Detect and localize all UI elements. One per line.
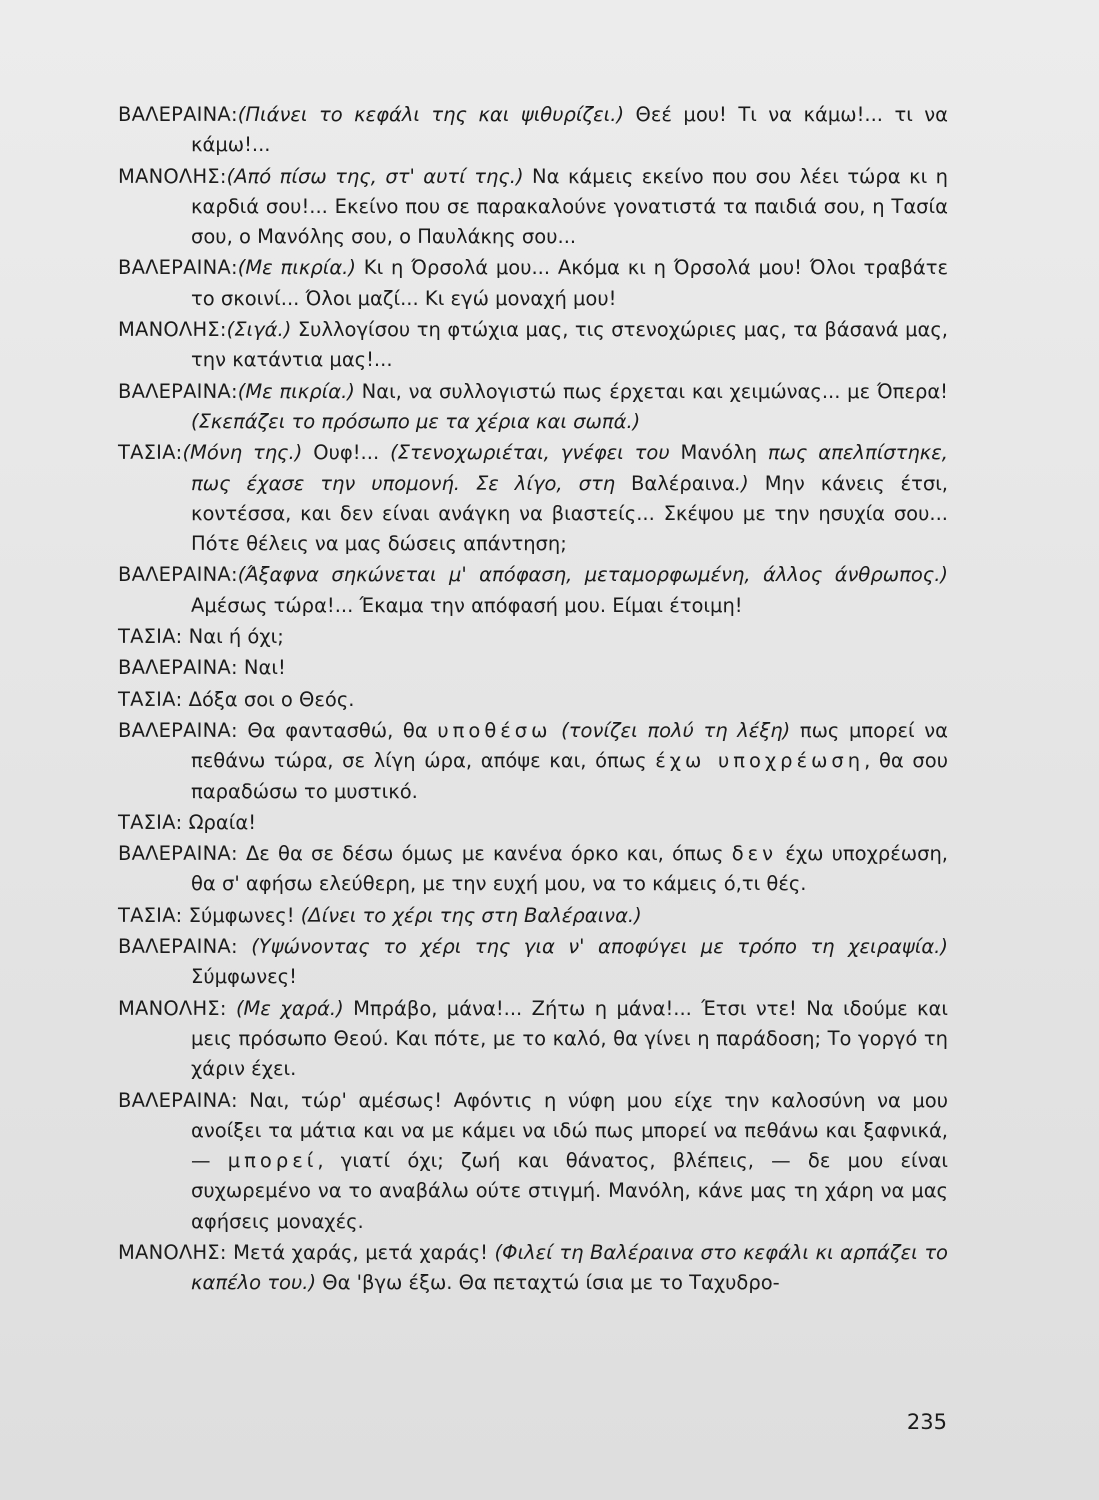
dialogue-line: πως μπορεί να πεθάνω τώρα, σε λίγη ώρα, απόψε και, όπως bbox=[191, 718, 948, 773]
dialogue-line: Ναι, τώρ' αμέσως! Αφόντις η νύφη μου είχε την καλοσύνη να μου ανοίξει τα μάτια και να με κάμει να ιδώ πως μπορεί να πεθάνω και ξαφνικά, — bbox=[191, 1088, 948, 1173]
dialogue-entry bbox=[118, 839, 948, 900]
dialogue-line: Αμέσως τώρα!... Έκαμα την απόφασή μου. Είμαι έτοιμη! bbox=[191, 593, 743, 617]
speaker-name: ΜΑΝΟΛΗΣ: bbox=[118, 164, 227, 188]
stage-direction: (Με πικρία.) bbox=[237, 379, 355, 403]
dialogue-line: Θα 'βγω έξω. Θα πεταχτώ ίσια με το Ταχυδρο- bbox=[316, 1271, 780, 1295]
dialogue-entry bbox=[118, 932, 948, 993]
stage-direction: (Μόνη της.) bbox=[182, 441, 303, 465]
speaker-name: ΜΑΝΟΛΗΣ: bbox=[118, 1240, 227, 1264]
dialogue-line: Ναι ή όχι; bbox=[182, 625, 284, 649]
stage-direction: (Με πικρία.) bbox=[237, 256, 356, 280]
stage-direction: (Πιάνει το κεφάλι της και ψιθυρίζει.) bbox=[237, 103, 625, 126]
dialogue-line: Δε θα σε δέσω όμως με κανένα όρκο και, όπως bbox=[237, 842, 732, 866]
dialogue-line: Ωραία! bbox=[182, 810, 257, 834]
dialogue-entry bbox=[118, 1086, 948, 1237]
stage-direction: (Σιγά.) bbox=[226, 318, 292, 342]
stage-direction: (τονίζει πολύ τη λέξη) bbox=[561, 718, 791, 742]
stage-direction: (Σκεπάζει το πρόσωπο με τα χέρια και σωπά.) bbox=[191, 409, 641, 433]
page-number: 235 bbox=[906, 1410, 947, 1434]
dialogue-line: έχω υποχρέωση, θα σ' αφήσω ελεύθερη, με την ευχή μου, να το κάμεις ό,τι θές. bbox=[191, 842, 948, 896]
dialogue-entry bbox=[118, 560, 948, 621]
dialogue-entry bbox=[118, 716, 948, 807]
dialogue-line: Ουφ!... bbox=[302, 441, 391, 465]
dialogue-line: Ναι, να συλλογιστώ πως έρχεται και χειμώνας... με Όπερα! bbox=[354, 379, 948, 403]
stage-direction: (Με χαρά.) bbox=[226, 996, 344, 1020]
speaker-name: ΤΑΣΙΑ: bbox=[118, 625, 183, 649]
speaker-name: ΒΑΛΕΡΑΙΝΑ: bbox=[118, 935, 238, 959]
dialogue-entry bbox=[118, 994, 948, 1085]
dialogue-entry bbox=[118, 808, 948, 838]
speaker-name: ΒΑΛΕΡΑΙΝΑ: bbox=[118, 563, 238, 587]
dialogue-entry bbox=[118, 253, 948, 314]
dialogue-entry bbox=[118, 162, 948, 253]
dialogue-line bbox=[552, 719, 562, 742]
speaker-name: ΤΑΣΙΑ: bbox=[118, 903, 183, 927]
dialogue-entry bbox=[118, 1238, 948, 1299]
speaker-name: ΒΑΛΕΡΑΙΝΑ: bbox=[118, 1088, 238, 1112]
speaker-name: ΒΑΛΕΡΑΙΝΑ: bbox=[118, 718, 238, 742]
dialogue-line: Μπράβο, μάνα!... Ζήτω η μάνα!... Έτσι ντε! Να ιδούμε και μεις πρόσωπο Θεού. Και πότε, με το καλό, θα γίνει η παράδοση; Το γοργό τη χάριν έχει. bbox=[191, 996, 948, 1081]
emphasized-word: δεν bbox=[731, 842, 778, 866]
stage-direction: .) bbox=[734, 471, 749, 495]
stage-direction: (Υψώνοντας το χέρι της για ν' αποφύγει με τρόπο τη χειραψία.) bbox=[237, 935, 948, 959]
dialogue-line: , θα σου παραδώσω το μυστικό. bbox=[191, 749, 949, 803]
dialogue-line: Θα φαντασθώ, θα bbox=[237, 718, 438, 742]
dialogue-line: Κι η Όρσολά μου... Ακόμα κι η Όρσολά μου! Όλοι τραβάτε το σκοινί... Όλοι μαζί... Κι εγώ μοναχή μου! bbox=[191, 256, 948, 310]
speaker-name: ΒΑΛΕΡΑΙΝΑ: bbox=[118, 256, 238, 280]
emphasized-word: υποθέσω bbox=[437, 718, 552, 742]
stage-direction: (Άξαφνα σηκώνεται μ' απόφαση, μεταμορφωμένη, άλλος άνθρωπος.) bbox=[237, 563, 948, 587]
dialogue-entry bbox=[118, 901, 948, 931]
stage-direction: (Φιλεί τη Βαλέραινα στο κεφάλι κι αρπάζει το καπέλο του.) bbox=[191, 1240, 948, 1295]
dialogue-line: Σύμφωνες! bbox=[191, 965, 297, 989]
speaker-name: ΒΑΛΕΡΑΙΝΑ: bbox=[118, 103, 238, 126]
play-text bbox=[118, 100, 948, 1300]
speaker-name: ΤΑΣΙΑ: bbox=[118, 441, 183, 465]
stage-direction: (Δίνει το χέρι της στη Βαλέραινα.) bbox=[300, 903, 642, 927]
dialogue-entry bbox=[118, 315, 948, 376]
speaker-name: ΜΑΝΟΛΗΣ: bbox=[118, 318, 227, 342]
emphasized-word: μπορεί bbox=[227, 1149, 318, 1173]
dialogue-line: Συλλογίσου τη φτώχια μας, τις στενοχώριες μας, τα βάσανά μας, την κατάντια μας!... bbox=[191, 318, 948, 372]
speaker-name: ΤΑΣΙΑ: bbox=[118, 687, 183, 711]
dialogue-line: Μανόλη bbox=[669, 441, 768, 465]
stage-direction: πως απελπίστηκε, πως έχασε την υπομονή. Σε λίγο, στη bbox=[191, 441, 948, 495]
dialogue-line: Να κάμεις εκείνο που σου λέει τώρα κι η καρδιά σου!... Εκείνο που σε παρακαλούνε γονατιστά τα παιδιά σου, η Τασία σου, ο Μανόλης σου, ο Παυλάκης σου... bbox=[191, 164, 948, 249]
dialogue-line: , γιατί όχι; ζωή και θάνατος, βλέπεις, — δε μου είναι συχωρεμένο να το αναβάλω ούτε στιγμή. Μανόλη, κάνε μας τη χάρη να μας αφήσεις μοναχές. bbox=[191, 1149, 948, 1233]
speaker-name: ΒΑΛΕΡΑΙΝΑ: bbox=[118, 656, 238, 680]
stage-direction: (Στενοχωριέται, γνέφει του bbox=[390, 441, 670, 465]
dialogue-line: Βαλέραινα bbox=[615, 471, 735, 495]
dialogue-line: Θεέ μου! Τι να κάμω!... τι να κάμω!... bbox=[191, 103, 949, 157]
dialogue-entry bbox=[118, 622, 948, 652]
dialogue-line: Μην κάνεις έτσι, κοντέσσα, και δεν είναι ανάγκη να βιαστείς... Σκέψου με την ησυχία σου... Πότε θέλεις να μας δώσεις απάντηση; bbox=[191, 471, 948, 556]
speaker-name: ΜΑΝΟΛΗΣ: bbox=[118, 996, 227, 1020]
dialogue-line: Μετά χαράς, μετά χαράς! bbox=[226, 1240, 495, 1264]
dialogue-line: Σύμφωνες! bbox=[182, 903, 301, 927]
emphasized-word: έχω υποχρέωση bbox=[655, 749, 865, 773]
speaker-name: ΒΑΛΕΡΑΙΝΑ: bbox=[118, 379, 238, 403]
speaker-name: ΒΑΛΕΡΑΙΝΑ: bbox=[118, 842, 238, 866]
dialogue-entry bbox=[118, 653, 948, 683]
dialogue-line: Δόξα σοι ο Θεός. bbox=[182, 687, 355, 711]
dialogue-entry bbox=[118, 100, 948, 161]
dialogue-entry bbox=[118, 438, 948, 559]
dialogue-entry bbox=[118, 377, 948, 438]
stage-direction: (Από πίσω της, στ' αυτί της.) bbox=[226, 164, 524, 188]
dialogue-line: Ναι! bbox=[237, 656, 286, 680]
dialogue-entry bbox=[118, 685, 948, 715]
speaker-name: ΤΑΣΙΑ: bbox=[118, 810, 183, 834]
